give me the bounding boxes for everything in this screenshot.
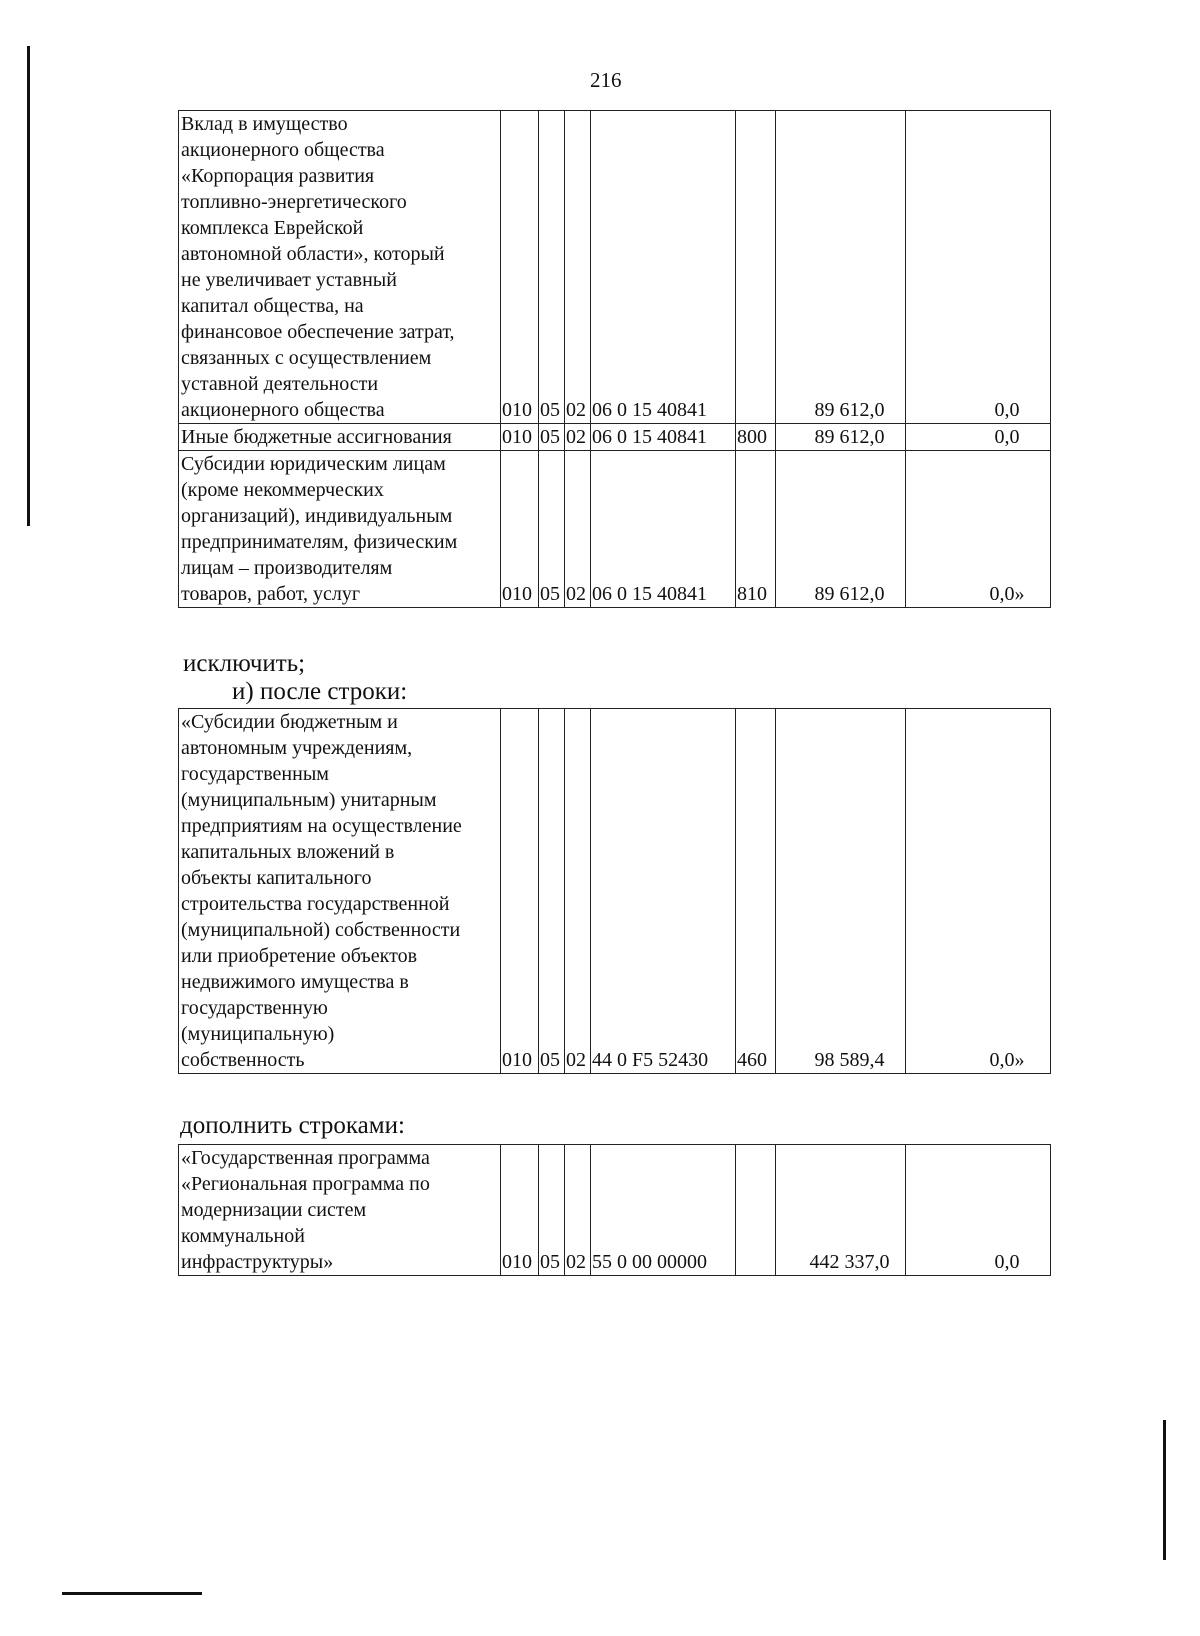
row-description: Вклад в имущество акционерного общества «Корпорация развития топливно-энергетического комплекса Еврейской автономной области», который не увеличивает уставный капитал общества, на финансовое обеспечение затрат, связанных с осуществлением уставной деятельности акционерного общества [179,111,501,424]
expense-type-code: 460 [736,709,776,1074]
budget-table-anchor-row [178,708,1051,1074]
expense-type-code: 800 [736,424,776,451]
ministry-code: 010 [501,451,539,608]
amount-year-1: 89 612,0 [776,451,906,608]
table-row [179,111,1051,424]
target-article-code: 44 0 F5 52430 [591,709,736,1074]
subsection-code: 02 [565,709,591,1074]
section-code: 05 [539,709,565,1074]
table-row [179,451,1051,608]
target-article-code: 06 0 15 40841 [591,424,736,451]
amount-year-2: 0,0» [906,709,1051,1074]
ministry-code: 010 [501,709,539,1074]
instruction-exclude: исключить; [183,650,306,677]
row-description: «Субсидии бюджетным и автономным учреждениям, государственным (муниципальным) унитарным предприятиям на осуществление капитальных вложений в объекты капитального строительства государственной (муниципальной) собственности или приобретение объектов недвижимого имущества в государственную (муниципальную) собственность [179,709,501,1074]
subsection-code: 02 [565,424,591,451]
instruction-add-rows: дополнить строками: [180,1112,405,1139]
budget-table-added-rows [178,1144,1051,1276]
page-number: 216 [590,68,622,92]
target-article-code: 06 0 15 40841 [591,451,736,608]
amount-year-2: 0,0 [906,424,1051,451]
expense-type-code: 810 [736,451,776,608]
budget-table-excluded-rows [178,110,1051,608]
amount-year-1: 89 612,0 [776,424,906,451]
subsection-code: 02 [565,1145,591,1276]
scan-margin-line-right [1163,1420,1166,1560]
scan-margin-line-left [27,46,30,526]
amount-year-2: 0,0 [906,111,1051,424]
row-description: Иные бюджетные ассигнования [179,424,501,451]
section-code: 05 [539,451,565,608]
amount-year-1: 442 337,0 [776,1145,906,1276]
target-article-code: 55 0 00 00000 [591,1145,736,1276]
instruction-after-row: и) после строки: [232,678,408,705]
amount-year-2: 0,0 [906,1145,1051,1276]
expense-type-code [736,111,776,424]
ministry-code: 010 [501,1145,539,1276]
table-row [179,1145,1051,1276]
amount-year-2: 0,0» [906,451,1051,608]
amount-year-1: 89 612,0 [776,111,906,424]
subsection-code: 02 [565,111,591,424]
section-code: 05 [539,424,565,451]
row-description: «Государственная программа «Региональная программа по модернизации систем коммунальной инфраструктуры» [179,1145,501,1276]
section-code: 05 [539,111,565,424]
subsection-code: 02 [565,451,591,608]
section-code: 05 [539,1145,565,1276]
table-row [179,424,1051,451]
target-article-code: 06 0 15 40841 [591,111,736,424]
table-row [179,709,1051,1074]
ministry-code: 010 [501,111,539,424]
amount-year-1: 98 589,4 [776,709,906,1074]
expense-type-code [736,1145,776,1276]
row-description: Субсидии юридическим лицам (кроме некоммерческих организаций), индивидуальным предпринимателям, физическим лицам – производителям товаров, работ, услуг [179,451,501,608]
ministry-code: 010 [501,424,539,451]
scan-margin-line-bottom [62,1592,202,1595]
